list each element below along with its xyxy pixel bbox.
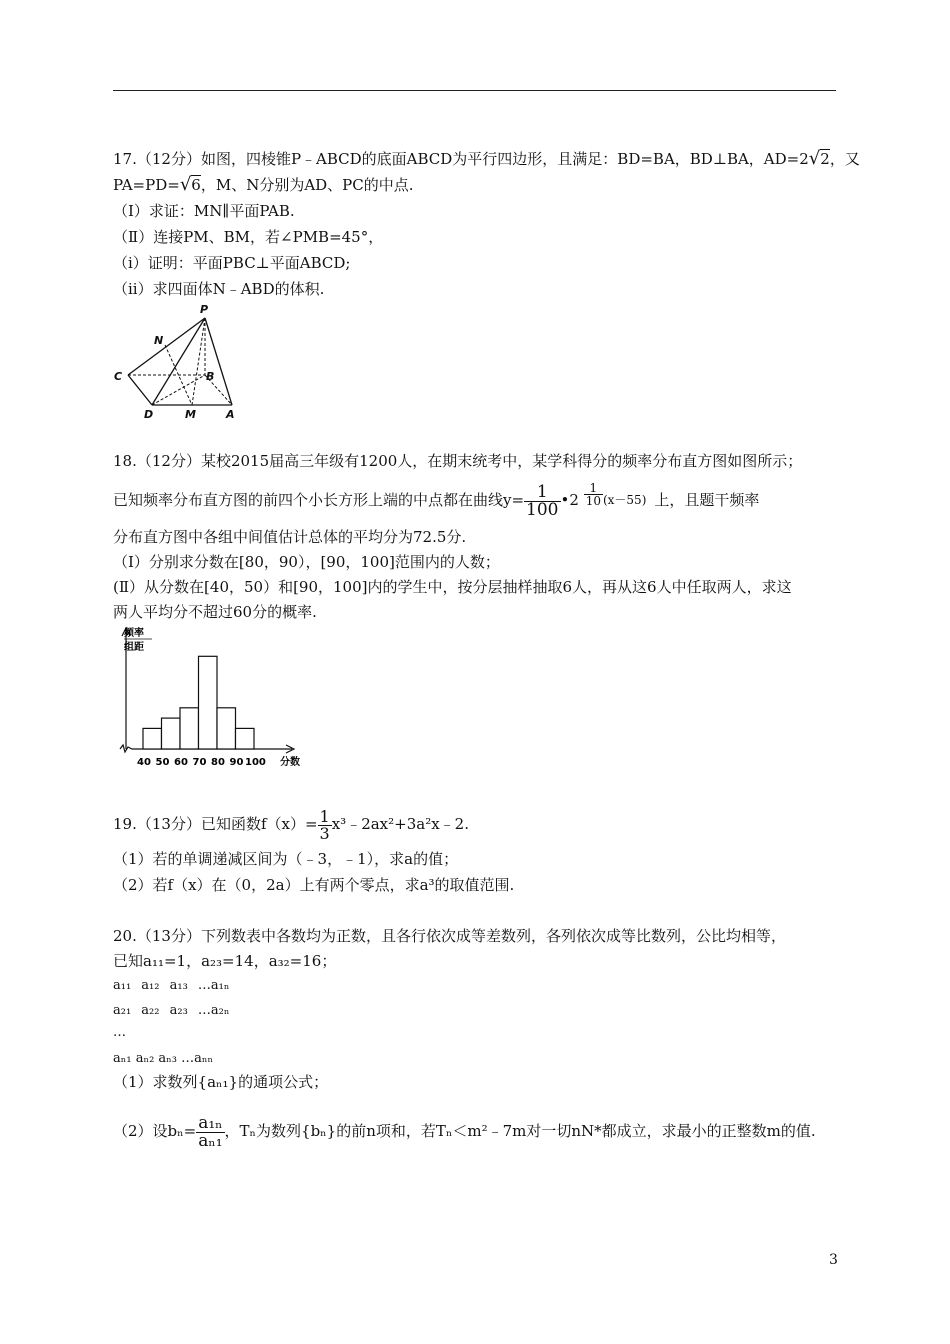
x-axis-label: 分数 [280,757,300,768]
histogram-bar [180,708,199,749]
q20-table-row3: … [113,1025,126,1040]
x-tick-label: 50 [155,757,170,768]
histogram-bar [236,728,255,749]
x-tick-label: 100 [245,757,266,768]
q20-part2: （2）设bₙ= $\frac{\text{a₁ₙ}}{\text{aₙ₁}}$ ，Tₙ为数列{bₙ}的前n项和，若Tₙ＜m²﹣7m对一切nN*都成立，求最小的正整数m的值. [113,1112,816,1151]
q20-table-row2: a₂₁ a₂₂ a₂₃ …a₂ₙ [113,1003,230,1018]
q17-part2-i: （i）证明：平面PBC⊥平面ABCD; [113,254,351,272]
label-B: B [206,370,215,383]
x-tick-label: 80 [211,757,225,768]
label-C: C [114,370,123,383]
q20-part1: （1）求数列{aₙ₁}的通项公式； [113,1073,329,1091]
page-number: 3 [829,1252,838,1268]
y-label-bottom: 组距 [124,642,144,653]
pyramid-figure [110,300,250,425]
q17-line2: PA=PD=√6，M、N分别为AD、PC的中点. [113,174,414,195]
q18-line1: 18.（12分）某校2015届高三年级有1200人，在期末统考中，某学科得分的频率分布直方图如图所示； [113,452,803,470]
q18-line3: 分布直方图中各组中间值估计总体的平均分为72.5分. [113,528,467,546]
x-tick-label: 90 [229,757,244,768]
q17-line1: 17.（12分）如图，四棱锥P﹣ABCD的底面ABCD为平行四边形，且满足：BD=BA，BD⊥BA，AD=2√2，又 [113,148,860,169]
x-tick-label: 40 [137,757,151,768]
histogram-bar [199,656,218,749]
header-rule [113,90,836,91]
q19-part2: （2）若f（x）在（0，2a）上有两个零点，求a³的取值范围. [113,876,515,894]
q18-line2: 已知频率分布直方图的前四个小长方形上端的中点都在曲线y= $\frac{1}{100}$ •2 $\frac{1}{10}$ $^{(x-55)}$ 上，且题干频率 [113,481,760,520]
label-A: A [226,408,235,421]
q20-table-row4: aₙ₁ aₙ₂ aₙ₃ …aₙₙ [113,1051,214,1066]
q17-part2: （Ⅱ）连接PM、BM，若∠PMB=45°， [113,228,384,246]
q18-part1: （Ⅰ）分别求分数在[80，90），[90，100]范围内的人数； [113,553,500,571]
frequency-histogram [110,622,310,772]
q20-table-row1: a₁₁ a₁₂ a₁₃ …a₁ₙ [113,978,230,993]
histogram-bar [143,728,162,749]
label-D: D [144,408,154,421]
q19-part1: （1）若的单调递减区间为（﹣3，﹣1），求a的值； [113,850,459,868]
x-tick-label: 70 [192,757,207,768]
q20-line2: 已知a₁₁=1，a₂₃=14，a₃₂=16； [113,952,337,970]
label-P: P [200,303,209,316]
q20-line1: 20.（13分）下列数表中各数均为正数，且各行依次成等差数列，各列依次成等比数列，公比均相等， [113,927,786,945]
x-tick-label: 60 [174,757,188,768]
q18-part2-cont: 两人平均分不超过60分的概率. [113,603,317,621]
label-M: M [185,408,196,421]
histogram-bar [217,708,236,749]
label-N: N [154,334,164,347]
q17-part1: （Ⅰ）求证：MN∥平面PAB. [113,202,295,220]
q18-part2: (Ⅱ）从分数在[40，50）和[90，100]内的学生中，按分层抽样抽取6人，再从这6人中任取两人，求这 [113,578,792,596]
y-label-top: 频率 [124,628,144,639]
histogram-bar [162,718,181,749]
q19-line1: 19.（13分）已知函数f（x）= $\frac{1}{3}$ x³﹣2ax²+3a²x﹣2. [113,806,469,843]
q17-part2-ii: （ii）求四面体N﹣ABD的体积. [113,280,325,298]
